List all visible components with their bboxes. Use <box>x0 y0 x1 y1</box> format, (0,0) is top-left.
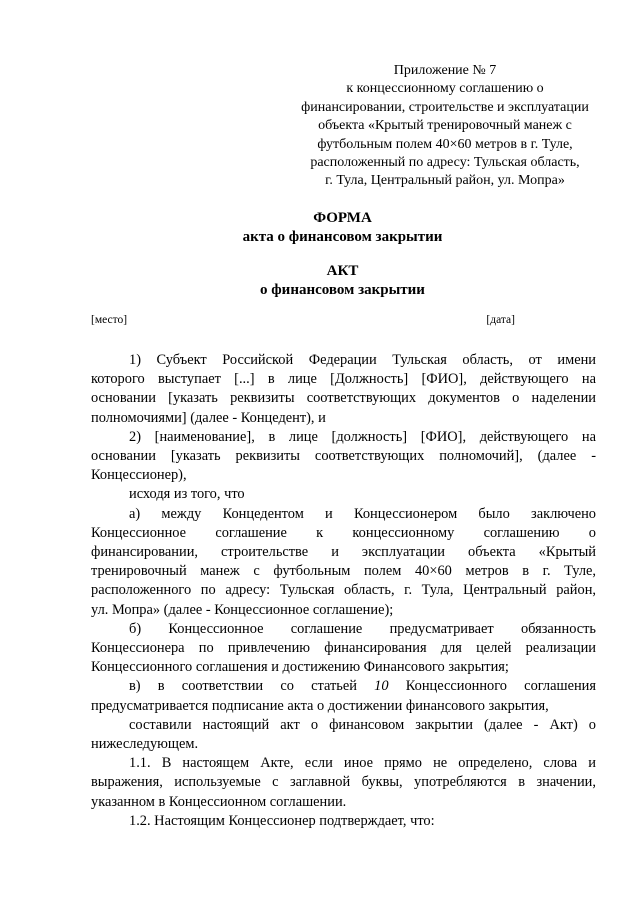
appendix-line: объекта «Крытый тренировочный манеж с <box>318 118 572 134</box>
form-title-line2: акта о финансовом закрытии <box>242 229 443 245</box>
paragraph-compiled-line: нижеследующем. <box>91 736 199 753</box>
clause-1-1-line: выражения, используемые с заглавной буквы, употребляются в значении, <box>91 774 596 791</box>
paragraph-2-line: основании [указать реквизиты соответствующих полномочий], (далее - <box>91 448 596 465</box>
paragraph-1-line: 1) Субъект Российской Федерации Тульская область, от имени <box>129 352 596 368</box>
date-placeholder: [дата] <box>486 314 515 326</box>
form-title-line1: ФОРМА <box>313 210 372 226</box>
paragraph-1-line: которого выступает [...] в лице [Должность] [ФИО], действующего на <box>91 371 596 388</box>
form-title <box>90 209 595 247</box>
paragraph-2-line: Концессионер), <box>91 467 187 484</box>
act-title-line1: АКТ <box>326 263 359 279</box>
appendix-header <box>295 62 595 191</box>
paragraph-a-line: тренировочный манеж с футбольным полем 40×60 метров в г. Туле, <box>91 563 596 580</box>
appendix-line: финансировании, строительстве и эксплуатации <box>301 99 589 115</box>
paragraph-a-line: Концессионное соглашение к концессионному соглашению о <box>91 524 596 541</box>
paragraph-1-line: основании [указать реквизиты соответствующих документов о наделении <box>91 390 596 407</box>
act-title-line2: о финансовом закрытии <box>260 282 425 298</box>
paragraph-compiled-line: составили настоящий акт о финансовом закрытии (далее - Акт) о <box>129 716 596 733</box>
article-number: 10 <box>374 678 389 695</box>
act-title <box>90 262 595 300</box>
paragraph-v-prefix: в) в соответствии со статьей <box>129 678 375 695</box>
clause-1-1-line: 1.1. В настоящем Акте, если иное прямо не определено, слова и <box>129 755 596 772</box>
paragraph-b-line: б) Концессионное соглашение предусматривает обязанность <box>129 620 596 637</box>
paragraph-a-line: ул. Мопра» (далее - Концессионное соглашение); <box>91 601 394 618</box>
clause-1-1-line: указанном в Концессионном соглашении. <box>91 793 347 810</box>
paragraph-v-line <box>91 677 596 696</box>
place-placeholder: [место] <box>91 314 128 326</box>
appendix-line: расположенный по адресу: Тульская область, <box>310 155 580 171</box>
paragraph-v-line: предусматривается подписание акта о достижении финансового закрытия, <box>91 697 549 714</box>
paragraph-b-line: Концессионера по привлечению финансирования для целей реализации <box>91 640 596 657</box>
paragraph-1-line: полномочиями] (далее - Концедент), и <box>91 409 326 426</box>
paragraph-2-line: 2) [наименование], в лице [должность] [ФИО], действующего на <box>129 428 596 445</box>
appendix-line: к концессионному соглашению о <box>346 81 544 97</box>
clause-1-2: 1.2. Настоящим Концессионер подтверждает, что: <box>129 812 435 829</box>
appendix-line: футбольным полем 40×60 метров в г. Туле, <box>317 136 573 152</box>
appendix-line: Приложение № 7 <box>393 63 497 78</box>
paragraph-b-line: Концессионного соглашения и достижению Финансового закрытия; <box>91 659 509 676</box>
paragraph-v-suffix: Концессионного соглашения <box>388 678 596 695</box>
paragraph-a-line: финансировании, строительстве и эксплуатации объекта «Крытый <box>91 544 596 561</box>
appendix-line: г. Тула, Центральный район, ул. Мопра» <box>325 173 565 189</box>
document-body <box>91 351 596 831</box>
paragraph-given: исходя из того, что <box>129 486 245 503</box>
paragraph-a-line: расположенного по адресу: Тульская область, г. Тула, Центральный район, <box>91 582 596 599</box>
paragraph-a-line: а) между Концедентом и Концессионером было заключено <box>129 505 596 522</box>
